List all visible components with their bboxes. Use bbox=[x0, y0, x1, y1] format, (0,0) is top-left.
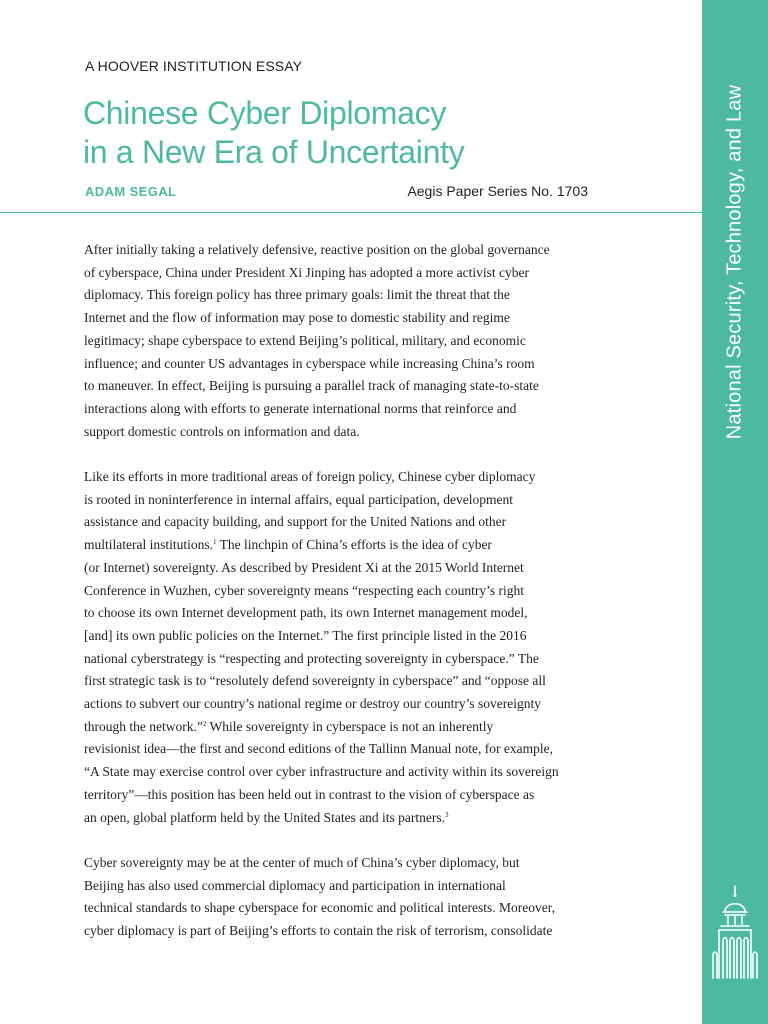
author-name: ADAM SEGAL bbox=[85, 184, 177, 199]
text-line: legitimacy; shape cyberspace to extend Beijing’s political, military, and economic bbox=[84, 332, 526, 348]
sidebar-series-label: National Security, Technology, and Law bbox=[723, 84, 746, 440]
document-title bbox=[83, 94, 464, 172]
text-line bbox=[84, 807, 600, 830]
text-line: territory”—this position has been held out in contrast to the vision of cyberspace as bbox=[84, 786, 535, 802]
text-line: interactions along with efforts to generate international norms that reinforce and bbox=[84, 400, 517, 416]
footnote-marker[interactable]: 2 bbox=[202, 719, 207, 728]
text-line: first strategic task is to “resolutely defend sovereignty in cyberspace” and “oppose all bbox=[84, 673, 546, 689]
text-line bbox=[84, 534, 600, 557]
text-line: is rooted in noninterference in internal affairs, equal participation, development bbox=[84, 491, 513, 507]
text-line: support domestic controls on information and data. bbox=[84, 423, 360, 439]
paragraph-2 bbox=[84, 466, 600, 829]
text-segment: The linchpin of China’s efforts is the idea of cyber bbox=[216, 537, 492, 553]
text-line: influence; and counter US advantages in cyberspace while increasing China’s room bbox=[84, 355, 535, 371]
text-line: assistance and capacity building, and support for the United Nations and other bbox=[84, 514, 507, 530]
text-line: Beijing has also used commercial diplomacy and participation in international bbox=[84, 877, 506, 893]
text-line: national cyberstrategy is “respecting and protecting sovereignty in cyberspace.” The bbox=[84, 650, 539, 666]
paragraph-3 bbox=[84, 852, 600, 943]
text-line: (or Internet) sovereignty. As described by President Xi at the 2015 World Internet bbox=[84, 559, 524, 575]
paragraph-1 bbox=[84, 239, 600, 443]
header-divider bbox=[0, 212, 702, 213]
text-line: “A State may exercise control over cyber infrastructure and activity within its sovereign bbox=[84, 764, 559, 780]
text-line: Cyber sovereignty may be at the center of much of China’s cyber diplomacy, but bbox=[84, 854, 520, 870]
essay-kicker: A HOOVER INSTITUTION ESSAY bbox=[85, 58, 303, 74]
text-line: technical standards to shape cyberspace for economic and political interests. Moreover, bbox=[84, 900, 556, 916]
text-line: After initially taking a relatively defensive, reactive position on the global governance bbox=[84, 242, 550, 257]
text-line: revisionist idea—the first and second editions of the Tallinn Manual note, for example, bbox=[84, 741, 553, 757]
text-line: cyber diplomacy is part of Beijing’s efforts to contain the risk of terrorism, consolidate bbox=[84, 923, 553, 939]
body-text bbox=[84, 239, 600, 965]
text-line: Like its efforts in more traditional areas of foreign policy, Chinese cyber diplomacy bbox=[84, 469, 536, 485]
text-line: actions to subvert our country’s national regime or destroy our country’s sovereignty bbox=[84, 696, 542, 712]
text-line: [and] its own public policies on the Internet.” The first principle listed in the 2016 bbox=[84, 627, 527, 643]
hoover-tower-icon bbox=[710, 884, 760, 980]
text-line: of cyberspace, China under President Xi Jinping has adopted a more activist cyber bbox=[84, 264, 529, 280]
text-segment: While sovereignty in cyberspace is not an inherently bbox=[206, 718, 494, 734]
text-segment: an open, global platform held by the United States and its partners. bbox=[84, 809, 446, 825]
text-line: to maneuver. In effect, Beijing is pursuing a parallel track of managing state-to-state bbox=[84, 378, 539, 394]
text-segment: through the network.” bbox=[84, 718, 203, 734]
text-line: Internet and the flow of information may pose to domestic stability and regime bbox=[84, 310, 510, 326]
title-line-1: Chinese Cyber Diplomacy bbox=[83, 95, 447, 131]
series-label: Aegis Paper Series No. 1703 bbox=[407, 183, 588, 199]
footnote-marker[interactable]: 1 bbox=[213, 538, 217, 547]
title-line-2: in a New Era of Uncertainty bbox=[83, 134, 465, 170]
text-line bbox=[84, 716, 600, 739]
text-line: to choose its own Internet development path, its own Internet management model, bbox=[84, 605, 528, 621]
text-line: Conference in Wuzhen, cyber sovereignty means “respecting each country’s right bbox=[84, 582, 525, 598]
sidebar-band bbox=[702, 0, 768, 1024]
footnote-marker[interactable]: 3 bbox=[445, 810, 449, 819]
text-line: diplomacy. This foreign policy has three primary goals: limit the threat that the bbox=[84, 287, 510, 303]
text-segment: multilateral institutions. bbox=[84, 537, 213, 553]
